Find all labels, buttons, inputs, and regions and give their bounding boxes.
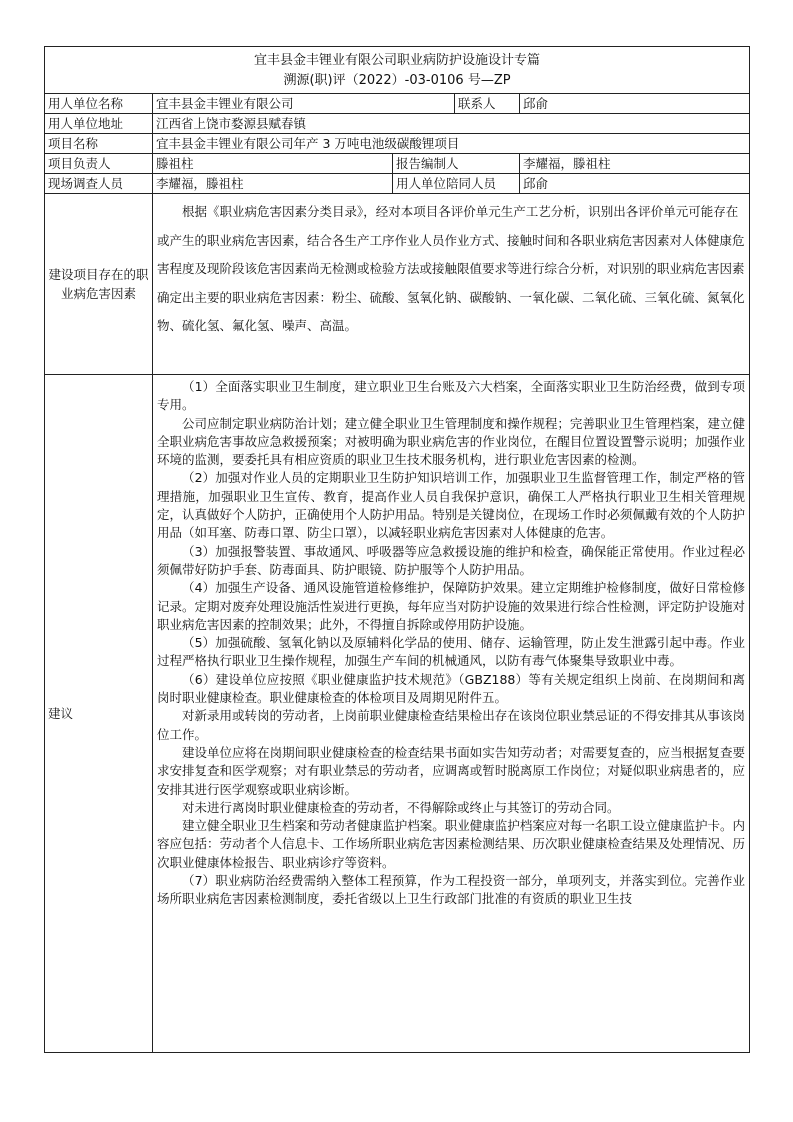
- suggestion-paragraph: （4）加强生产设备、通风设施管道检修维护，保障防护效果。建立定期维护检修制度，做好日常检修记录。定期对废弃处理设施活性炭进行更换，每年应当对防护设施的效果进行综合性检测，评定防护设施对职业病危害因素的控制效果；此外，不得擅自拆除或停用防护设施。: [157, 580, 746, 632]
- project-label: 项目名称: [45, 134, 153, 154]
- suggestion-paragraph: （1）全面落实职业卫生制度，建立职业卫生台账及六大档案，全面落实职业卫生防治经费，做到专项专用。: [157, 379, 746, 413]
- contact-value: 邱俞: [520, 94, 750, 114]
- address-value: 江西省上饶市婺源县赋春镇: [153, 114, 750, 134]
- leader-value: 滕祖柱: [153, 154, 393, 174]
- report-table: [44, 46, 750, 1053]
- address-label: 用人单位地址: [45, 114, 153, 134]
- suggestions-cell: [153, 375, 750, 1053]
- suggestion-paragraph: （6）建设单位应按照《职业健康监护技术规范》（GBZ188）等有关规定组织上岗前、在岗期间和离岗时职业健康检查。职业健康检查的体检项目及周期见附件五。: [157, 671, 746, 706]
- escort-value: 邱俞: [520, 174, 750, 194]
- hazards-label: 建设项目存在的职业病危害因素: [45, 194, 153, 375]
- escort-label: 用人单位陪同人员: [393, 174, 520, 194]
- suggestion-paragraph: （7）职业病防治经费需纳入整体工程预算，作为工程投资一部分，单项列支，并落实到位。完善作业场所职业病危害因素检测制度，委托省级以上卫生行政部门批准的有资质的职业卫生技: [157, 873, 746, 907]
- contact-label: 联系人: [455, 94, 520, 114]
- suggestion-paragraph: （5）加强硫酸、氢氧化钠以及原辅料化学品的使用、储存、运输管理，防止发生泄露引起中毒。作业过程严格执行职业卫生操作规程，加强生产车间的机械通风，以防有毒气体聚集导致职业中毒。: [157, 635, 746, 669]
- suggestion-paragraph: 对新录用或转岗的劳动者，上岗前职业健康检查结果检出存在该岗位职业禁忌证的不得安排其从事该岗位工作。: [157, 708, 746, 742]
- suggestion-paragraph: （3）加强报警装置、事故通风、呼吸器等应急救援设施的维护和检查，确保能正常使用。作业过程必须佩带好防护手套、防毒面具、防护眼镜、防护服等个人防护用品。: [157, 543, 746, 577]
- suggestion-paragraph: 建立健全职业卫生档案和劳动者健康监护档案。职业健康监护档案应对每一名职工设立健康监护卡。内容应包括：劳动者个人信息卡、工作场所职业病危害因素检测结果、历次职业健康检查结果及处理情况、历次职业健康体检报告、职业病诊疗等资料。: [157, 818, 746, 870]
- project-value: 宜丰县金丰锂业有限公司年产 3 万吨电池级碳酸锂项目: [153, 134, 750, 154]
- suggestion-paragraph: （2）加强对作业人员的定期职业卫生防护知识培训工作，加强职业卫生监督管理工作，制定严格的管理措施，加强职业卫生宣传、教育，提高作业人员自我保护意识，确保工人严格执行职业卫生相关管理规定，认真做好个人防护，正确使用个人防护用品。特别是关键岗位，在现场工作时必须佩戴有效的个人防护用品（如耳塞、防毒口罩、防尘口罩），以减轻职业病危害因素对人体健康的危害。: [157, 470, 746, 541]
- report-page: [44, 46, 749, 1053]
- suggestion-paragraph: 公司应制定职业病防治计划；建立健全职业卫生管理制度和操作规程；完善职业卫生管理档案，建立健全职业病危害事故应急救援预案；对被明确为职业病危害的作业岗位，在醒目位置设置警示说明；加强作业环境的监测，要委托具有相应资质的职业卫生技术服务机构，进行职业危害因素的检测。: [157, 415, 746, 468]
- employer-value: 宜丰县金丰锂业有限公司: [153, 94, 455, 114]
- survey-value: 李耀福，滕祖柱: [153, 174, 393, 194]
- compiler-label: 报告编制人: [393, 154, 520, 174]
- report-number: 溯源(职)评（2022）-03-0106 号—ZP: [283, 73, 511, 88]
- suggestion-paragraph: 建设单位应将在岗期间职业健康检查的检查结果书面如实告知劳动者；对需要复查的，应当根据复查要求安排复查和医学观察；对有职业禁忌的劳动者，应调离或暂时脱离原工作岗位；对疑似职业病患者的，应安排其进行医学观察或职业病诊断。: [157, 744, 746, 797]
- suggestions-label: 建议: [45, 375, 153, 1053]
- report-title-cell: [45, 47, 750, 94]
- employer-label: 用人单位名称: [45, 94, 153, 114]
- suggestion-paragraph: 对未进行离岗时职业健康检查的劳动者，不得解除或终止与其签订的劳动合同。: [182, 799, 620, 815]
- hazards-text: 根据《职业病危害因素分类目录》，经对本项目各评价单元生产工艺分析，识别出各评价单元可能存在或产生的职业病危害因素，结合各生产工序作业人员作业方式、接触时间和各职业病危害因素对人体健康危害程度及现阶段该危害因素尚无检测或检验方法或接触限值要求等进行综合分析，对识别的职业病危害因素确定出主要的职业病危害因素：粉尘、硫酸、氢氧化钠、碳酸钠、一氧化碳、二氧化硫、三氧化硫、氮氧化物、硫化氢、氟化氢、噪声、高温。: [153, 194, 750, 375]
- compiler-value: 李耀福，滕祖柱: [520, 154, 750, 174]
- report-title: 宜丰县金丰锂业有限公司职业病防护设施设计专篇: [254, 53, 541, 68]
- survey-label: 现场调查人员: [45, 174, 153, 194]
- leader-label: 项目负责人: [45, 154, 153, 174]
